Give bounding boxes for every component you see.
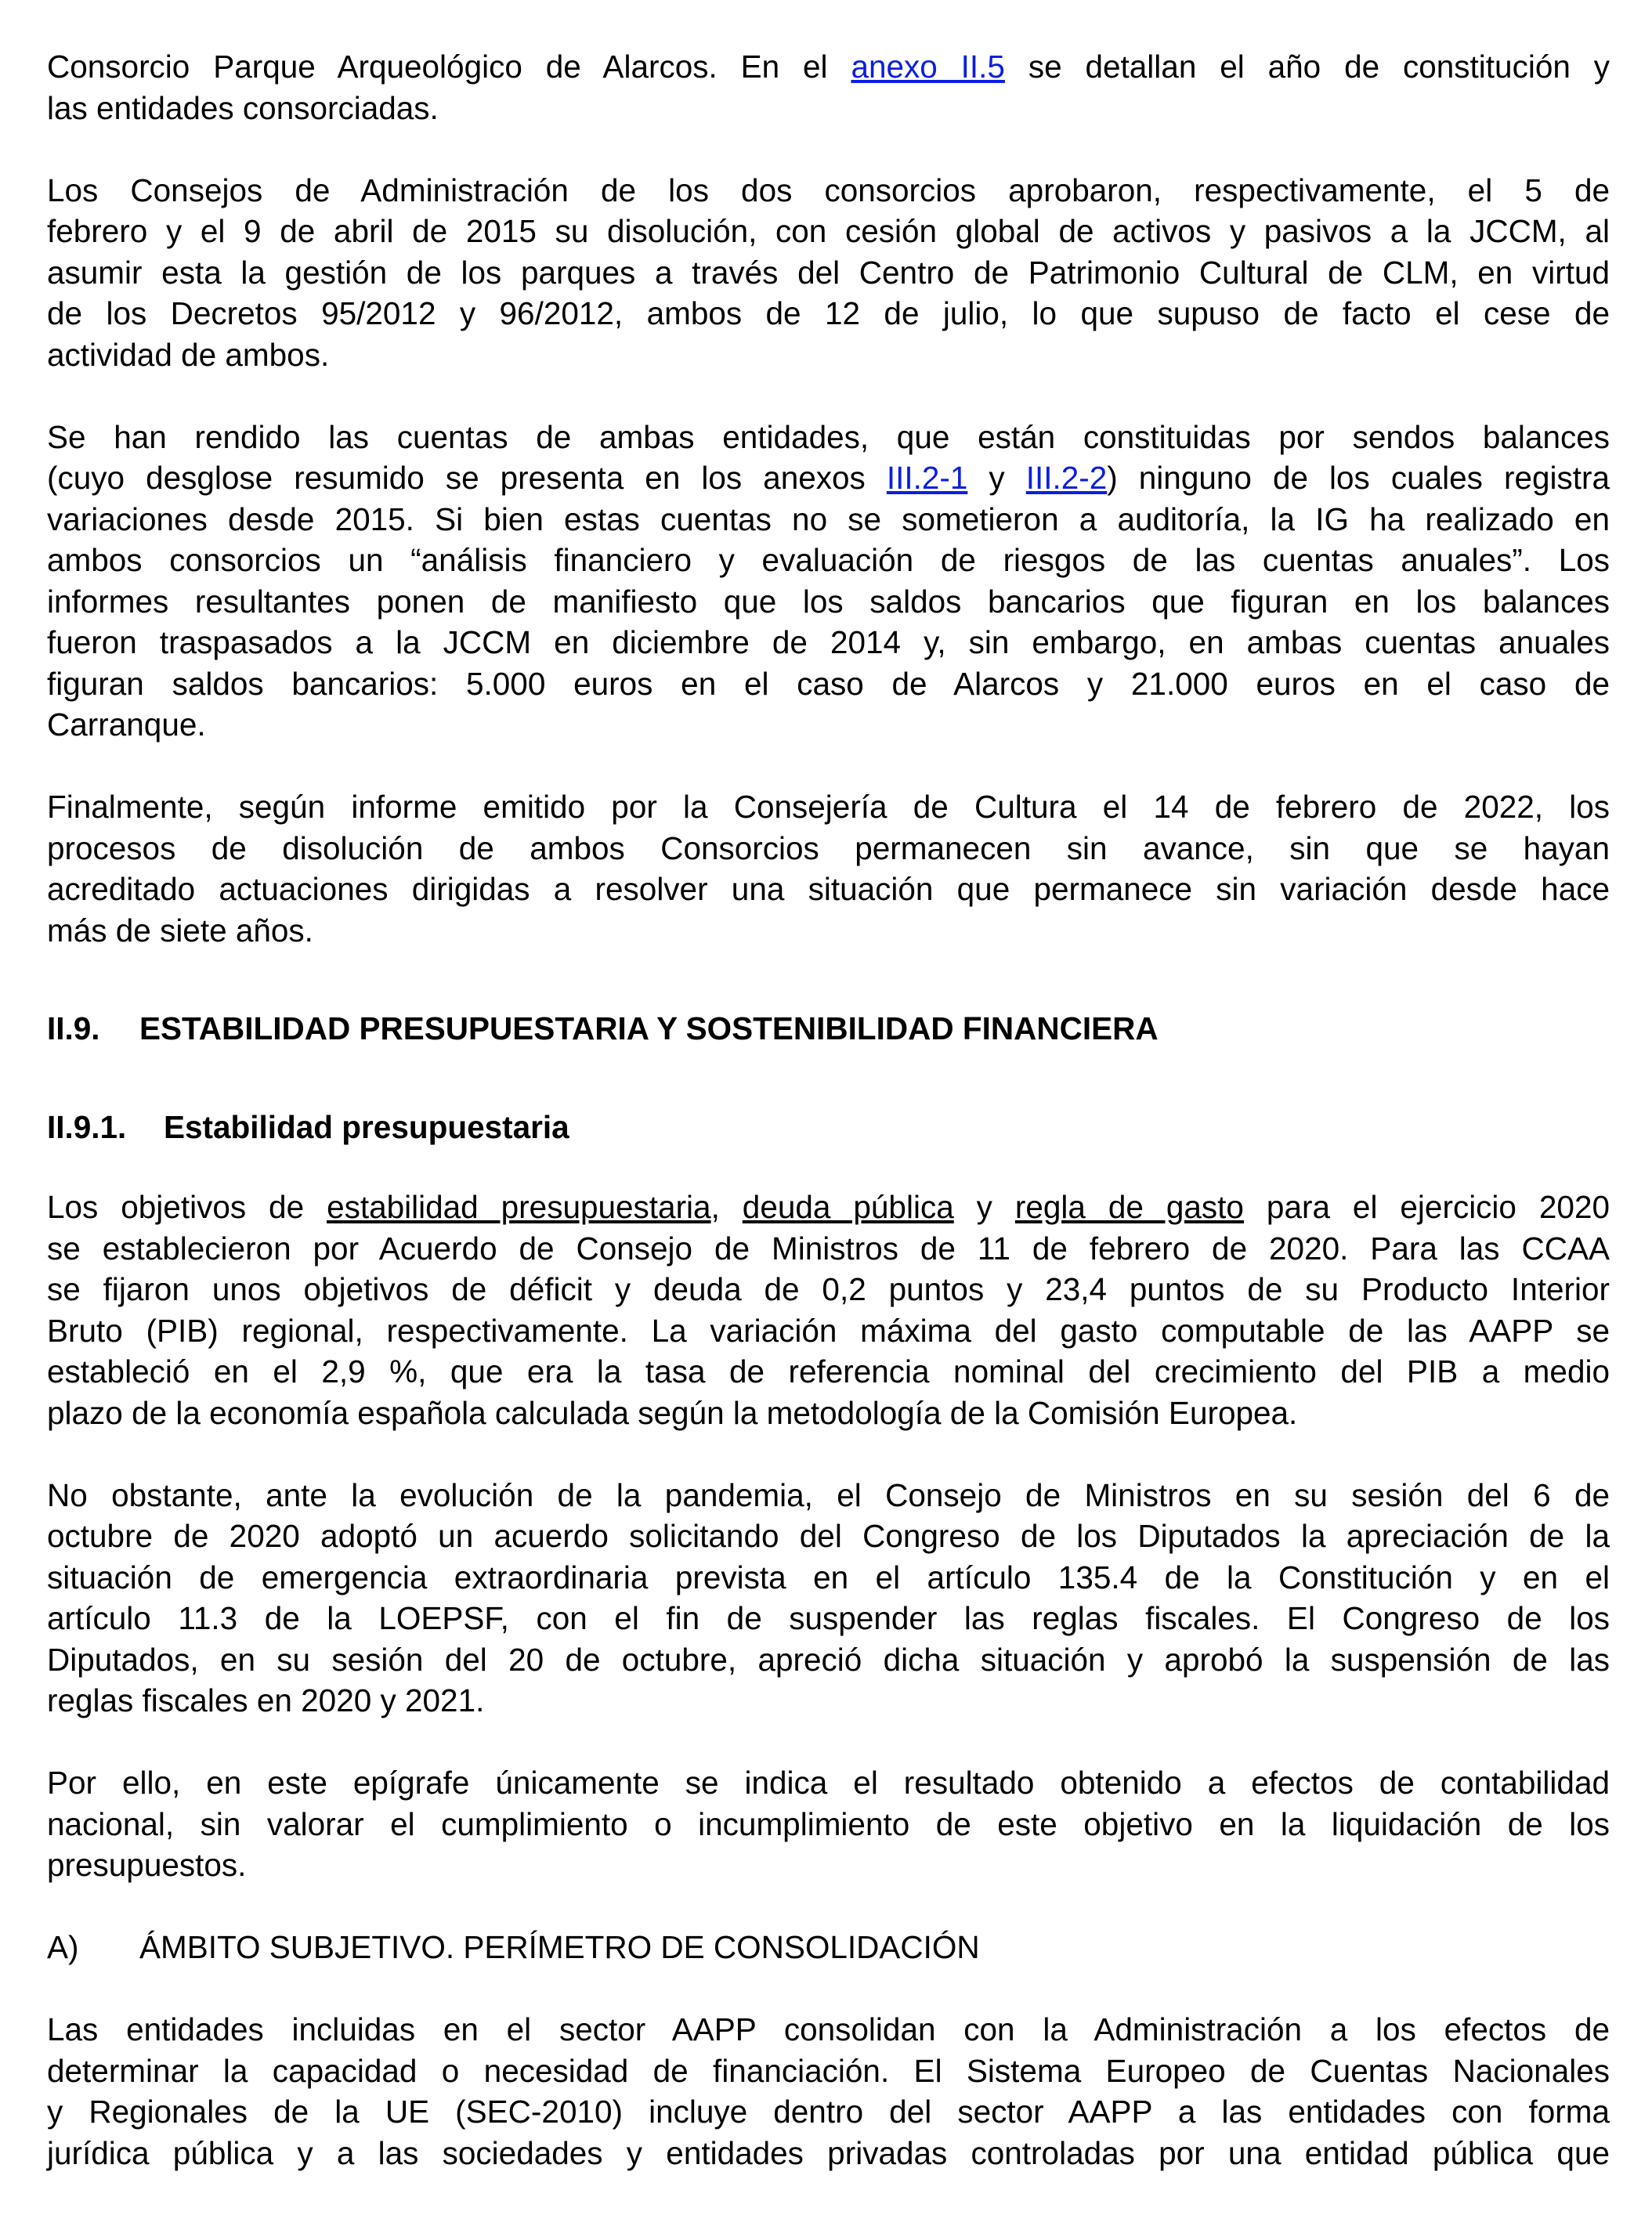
link-anexo-iii2-2[interactable]: III.2-2 <box>1025 460 1108 496</box>
term-deuda: deuda pública <box>742 1189 954 1225</box>
text-line: nacional, sin valorar el cumplimiento o incumplimiento de este objetivo en la liquidación de los <box>47 1805 1610 1842</box>
text-line: Carranque. <box>47 706 206 743</box>
text-line: fueron traspasados a la JCCM en diciembre de 2014 y, sin embargo, en ambas cuentas anuales <box>47 624 1610 660</box>
paragraph-cuentas <box>47 417 1610 746</box>
text-line: Las entidades incluidas en el sector AAPP consolidan con la Administración a los efectos de <box>47 2011 1610 2047</box>
text-line: de los Decretos 95/2012 y 96/2012, ambos de 12 de julio, lo que supuso de facto el cese de <box>47 295 1610 331</box>
text-segment: y <box>953 1189 1015 1225</box>
section-heading <box>47 1008 1610 1050</box>
section-title: ESTABILIDAD PRESUPUESTARIA Y SOSTENIBILIDAD FINANCIERA <box>139 1010 1159 1046</box>
paragraph-finalmente <box>47 786 1610 951</box>
text-line: situación de emergencia extraordinaria prevista en el artículo 135.4 de la Constitución y en el <box>47 1559 1610 1595</box>
subsection-number: II.9.1. <box>47 1108 127 1145</box>
text-line: plazo de la economía española calculada según la metodología de la Comisión Europea. <box>47 1394 1298 1431</box>
text-line: Por ello, en este epígrafe únicamente se indica el resultado obtenido a efectos de contabilidad <box>47 1765 1610 1801</box>
text-line: acreditado actuaciones dirigidas a resolver una situación que permanece sin variación desde hace <box>47 871 1610 907</box>
text-line: Se han rendido las cuentas de ambas entidades, que están constituidas por sendos balances <box>47 418 1610 455</box>
text-line: más de siete años. <box>47 912 313 949</box>
text-line: jurídica pública y a las sociedades y entidades privadas controladas por una entidad pública que <box>47 2134 1610 2171</box>
text-line <box>47 46 1610 88</box>
text-line: Los Consejos de Administración de los dos consorcios aprobaron, respectivamente, el 5 de <box>47 172 1610 208</box>
text-line: asumir esta la gestión de los parques a través del Centro de Patrimonio Cultural de CLM, en virtud <box>47 254 1610 291</box>
text-line: No obstante, ante la evolución de la pandemia, el Consejo de Ministros en su sesión del 6 de <box>47 1476 1610 1513</box>
text-line: octubre de 2020 adoptó un acuerdo solicitando del Congreso de los Diputados la apreciación de la <box>47 1518 1610 1554</box>
paragraph-objetivos <box>47 1187 1610 1433</box>
link-anexo-ii5[interactable]: anexo II.5 <box>851 49 1005 85</box>
text-line: Finalmente, según informe emitido por la Consejería de Cultura el 14 de febrero de 2022, los <box>47 789 1610 825</box>
text-line: ambos consorcios un “análisis financiero y evaluación de riesgos de las cuentas anuales”. Los <box>47 542 1610 578</box>
subheading-title: ÁMBITO SUBJETIVO. PERÍMETRO DE CONSOLIDACIÓN <box>139 1929 980 1965</box>
text-line: Bruto (PIB) regional, respectivamente. La variación máxima del gasto computable de las AAPP se <box>47 1312 1610 1349</box>
text-line <box>47 1187 1610 1228</box>
text-line: estableció en el 2,9 %, que era la tasa de referencia nominal del crecimiento del PIB a medio <box>47 1353 1610 1389</box>
text-segment: (cuyo desglose resumido se presenta en los anexos <box>47 460 887 496</box>
text-line: procesos de disolución de ambos Consorcios permanecen sin avance, sin que se hayan <box>47 829 1610 866</box>
subsection-title: Estabilidad presupuestaria <box>164 1108 569 1145</box>
text-line: se establecieron por Acuerdo de Consejo de Ministros de 11 de febrero de 2020. Para las CCAA <box>47 1230 1610 1266</box>
text-line: reglas fiscales en 2020 y 2021. <box>47 1682 485 1718</box>
text-line: determinar la capacidad o necesidad de financiación. El Sistema Europeo de Cuentas Nacionales <box>47 2052 1610 2089</box>
paragraph-pandemia <box>47 1475 1610 1722</box>
text-line: se fijaron unos objetivos de déficit y deuda de 0,2 puntos y 23,4 puntos de su Producto Interior <box>47 1271 1610 1307</box>
text-line: las entidades consorciadas. <box>47 89 439 126</box>
text-line: febrero y el 9 de abril de 2015 su disolución, con cesión global de activos y pasivos a la JCCM, al <box>47 213 1610 249</box>
text-line: figuran saldos bancarios: 5.000 euros en el caso de Alarcos y 21.000 euros en el caso de <box>47 665 1610 702</box>
document-page <box>47 46 1610 2215</box>
link-anexo-iii2-1[interactable]: III.2-1 <box>886 460 968 496</box>
term-regla-gasto: regla de gasto <box>1014 1189 1244 1225</box>
text-line: artículo 11.3 de la LOEPSF, con el fin de suspender las reglas fiscales. El Congreso de los <box>47 1600 1610 1636</box>
text-line <box>47 457 1610 499</box>
text-line: Diputados, en su sesión del 20 de octubre, apreció dicha situación y aprobó la suspensión de las <box>47 1641 1610 1678</box>
subheading-ambito <box>47 1927 1610 1968</box>
subsection-heading <box>47 1107 1610 1148</box>
text-line: actividad de ambos. <box>47 336 330 373</box>
text-segment: Consorcio Parque Arqueológico de Alarcos. En el <box>47 49 851 85</box>
text-line: y Regionales de la UE (SEC-2010) incluye dentro del sector AAPP a las entidades con forma <box>47 2094 1610 2130</box>
term-estabilidad: estabilidad presupuestaria <box>327 1189 711 1225</box>
text-line: variaciones desde 2015. Si bien estas cuentas no se sometieron a auditoría, la IG ha realizado en <box>47 500 1610 537</box>
paragraph-disolucion <box>47 170 1610 376</box>
text-segment: para el ejercicio 2020 <box>1243 1189 1610 1225</box>
text-segment: se detallan el año de constitución y <box>1004 49 1610 85</box>
section-number: II.9. <box>47 1010 100 1046</box>
paragraph-alarcos <box>47 46 1610 128</box>
text-segment: y <box>967 460 1026 496</box>
text-segment: , <box>710 1189 743 1225</box>
paragraph-entidades <box>47 2009 1610 2173</box>
text-segment: ) ninguno de los cuales registra <box>1107 460 1610 496</box>
text-line: presupuestos. <box>47 1847 247 1883</box>
paragraph-por-ello <box>47 1762 1610 1886</box>
subheading-letter: A) <box>47 1929 79 1965</box>
text-line: informes resultantes ponen de manifiesto que los saldos bancarios que figuran en los balances <box>47 583 1610 620</box>
text-segment: Los objetivos de <box>47 1189 327 1225</box>
